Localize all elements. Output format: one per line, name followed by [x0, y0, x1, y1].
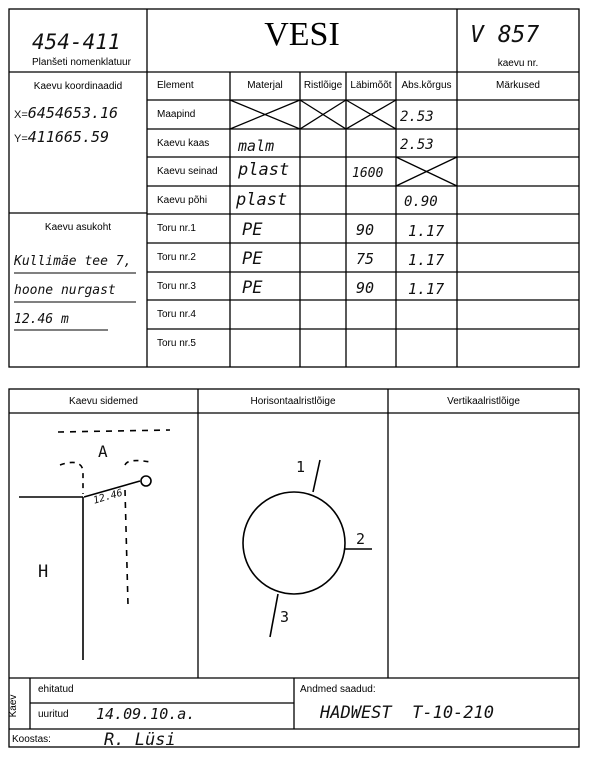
sketch-label-h: H: [38, 562, 49, 582]
col-header-material: Materjal: [247, 80, 283, 91]
sketch-header-vertical: Vertikaalristlõige: [447, 396, 520, 407]
location-line2: hoone nurgast: [14, 283, 116, 298]
footer-author-value: R. Lüsi: [104, 730, 176, 750]
sketch-header-horizontal: Horisontaalristlõige: [250, 396, 336, 407]
row-element: Toru nr.4: [157, 309, 196, 320]
row-diameter: 75: [356, 250, 375, 268]
row-abs: 2.53: [400, 109, 434, 125]
page-title: VESI: [264, 16, 340, 53]
row-material: PE: [242, 249, 263, 269]
coord-x: X=6454653.16: [14, 104, 119, 122]
row-element: Toru nr.2: [157, 252, 196, 263]
location-line1: Kullimäe tee 7,: [14, 254, 132, 269]
row-abs: 2.53: [400, 137, 434, 153]
footer-data-from-label: Andmed saadud:: [300, 684, 376, 695]
sketch-distance: 12.46: [92, 487, 124, 507]
row-material: PE: [242, 278, 263, 298]
row-diameter: 90: [356, 279, 375, 297]
footer-author-label: Koostas:: [12, 734, 51, 745]
col-header-notes: Märkused: [496, 80, 540, 91]
footer-built-label: ehitatud: [38, 684, 74, 695]
well-number-label: kaevu nr.: [497, 58, 539, 69]
nomenclature-value: 454-411: [32, 30, 121, 54]
col-header-element: Element: [157, 80, 194, 91]
coordinates-label: Kaevu koordinaadid: [33, 81, 123, 92]
row-abs: 1.17: [408, 251, 445, 269]
row-material: plast: [238, 160, 290, 180]
sketch-header-connections: Kaevu sidemed: [69, 396, 138, 407]
footer-surveyed-label: uuritud: [38, 709, 69, 720]
row-abs: 0.90: [404, 194, 438, 210]
pipe-label-2: 2: [356, 530, 366, 548]
row-material: malm: [238, 137, 275, 155]
location-line3: 12.46 m: [14, 312, 69, 327]
well-connections-sketch: [19, 430, 170, 660]
well-number-value: V 857: [470, 22, 540, 48]
row-diameter: 90: [356, 221, 375, 239]
pipe-label-3: 3: [280, 608, 290, 626]
col-header-abs: Abs.kõrgus: [401, 80, 452, 91]
col-header-cross: Ristlõige: [303, 80, 343, 91]
pipe-label-1: 1: [296, 458, 306, 476]
row-element: Kaevu seinad: [157, 166, 218, 177]
row-element: Maapind: [157, 109, 196, 120]
footer-surveyed-value: 14.09.10.a.: [96, 705, 196, 723]
nomenclature-label: Planšeti nomenklatuur: [32, 57, 131, 68]
col-header-diameter: Läbimõõt: [350, 80, 392, 91]
sketch-label-a: A: [98, 442, 108, 461]
row-element: Kaevu kaas: [157, 138, 210, 149]
row-element: Toru nr.3: [157, 281, 196, 292]
row-element: Toru nr.5: [157, 338, 196, 349]
row-abs: 1.17: [408, 280, 445, 298]
row-element: Toru nr.1: [157, 223, 196, 234]
row-abs: 1.17: [408, 222, 445, 240]
coord-y: Y=411665.59: [14, 128, 110, 146]
footer-data-from-value: HADWEST T-10-210: [320, 703, 494, 723]
row-material: PE: [242, 220, 263, 240]
location-label: Kaevu asukoht: [44, 222, 112, 233]
row-element: Kaevu põhi: [157, 195, 208, 206]
horizontal-section-sketch: [243, 460, 372, 637]
row-diameter: 1600: [352, 166, 384, 181]
footer-kaev-label: Kaev: [8, 694, 19, 718]
row-material: plast: [236, 190, 288, 210]
